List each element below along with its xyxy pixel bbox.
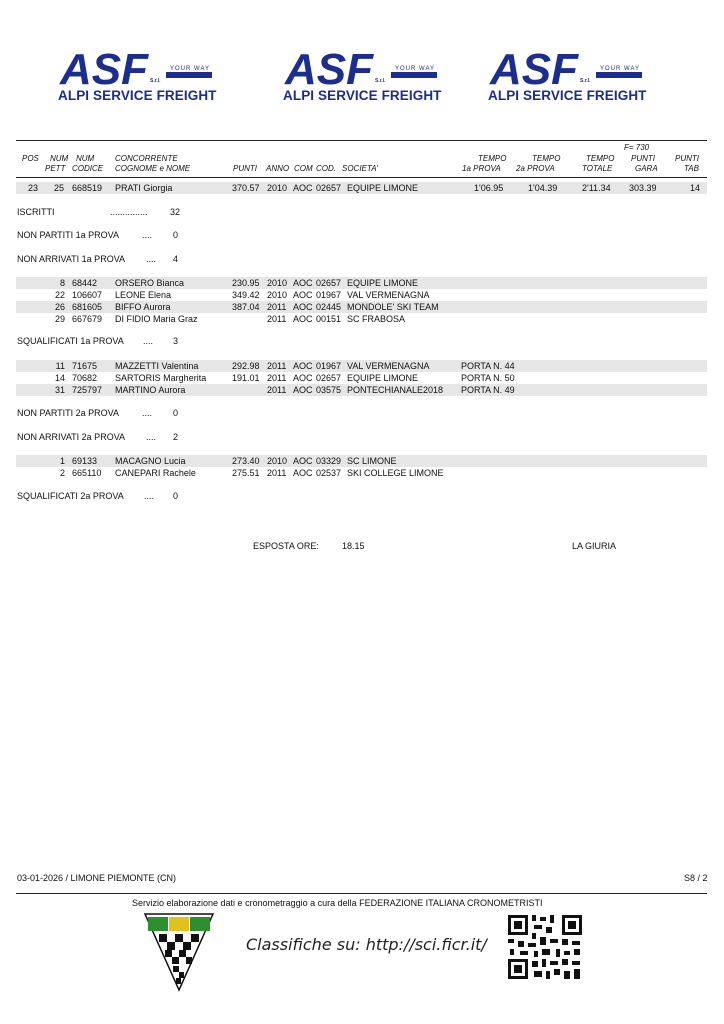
- cell-nome: LEONE Elena: [115, 290, 172, 300]
- srl: S.r.l.: [580, 78, 591, 84]
- cell-codice: 665110: [72, 468, 102, 478]
- na2-value: 2: [173, 432, 179, 442]
- result-com: AOC: [293, 183, 313, 193]
- cell-punti: 191.01: [232, 373, 260, 383]
- iscritti-value: 32: [170, 207, 181, 217]
- result-nome: PRATI Giorgia: [115, 183, 173, 193]
- header-rule-bottom: [16, 177, 707, 178]
- brand-name: ALPI SERVICE FREIGHT: [488, 88, 647, 103]
- cell-anno: 2011: [267, 385, 287, 395]
- cell-cod: 03329: [316, 456, 342, 466]
- result-pos: 23: [28, 183, 39, 193]
- footer-service: Servizio elaborazione dati e cronometraggio a cura della FEDERAZIONE ITALIANA CRONOMETRISTI: [132, 898, 543, 908]
- cell-societa: MONDOLE' SKI TEAM: [347, 302, 439, 312]
- ficr-logo-icon: [143, 912, 215, 992]
- cell-com: AOC: [293, 385, 313, 395]
- cell-anno: 2011: [267, 302, 287, 312]
- na1-label: NON ARRIVATI 1a PROVA: [17, 254, 126, 264]
- cell-cod: 01967: [316, 361, 342, 371]
- tagline: YOUR WAY: [600, 66, 641, 72]
- cell-anno: 2011: [267, 361, 287, 371]
- cell-cod: 02537: [316, 468, 342, 478]
- cell-codice: 667679: [72, 314, 103, 324]
- footer-rule: [16, 893, 707, 894]
- cell-punti: 230.95: [232, 278, 260, 288]
- asf-logo-1: [58, 44, 218, 104]
- asf-logo-2: [283, 44, 443, 104]
- footer-date-place: 03-01-2026 / LIMONE PIEMONTE (CN): [17, 873, 177, 883]
- col-num2: NUM: [76, 154, 95, 163]
- result-punti: 370.57: [232, 183, 260, 193]
- col-num: NUM: [50, 154, 69, 163]
- classifiche-link[interactable]: Classifiche su: http://sci.ficr.it/: [246, 935, 487, 954]
- col-punti-tab: PUNTI: [675, 154, 699, 163]
- np1-label: NON PARTITI 1a PROVA: [17, 230, 120, 240]
- f-value: F= 730: [624, 143, 650, 152]
- sq1-dots: ....: [143, 336, 154, 346]
- cell-anno: 2010: [267, 290, 288, 300]
- result-totale: 2'11.34: [582, 183, 611, 193]
- cell-porta: PORTA N. 49: [461, 385, 515, 395]
- cell-nome: MACAGNO Lucia: [115, 456, 186, 466]
- cell-codice: 106607: [72, 290, 103, 300]
- cell-com: AOC: [293, 314, 313, 324]
- cell-com: AOC: [293, 361, 313, 371]
- esposta-value: 18.15: [342, 541, 365, 551]
- cell-porta: PORTA N. 50: [461, 373, 515, 383]
- cell-societa: VAL VERMENAGNA: [347, 290, 430, 300]
- np2-value: 0: [173, 408, 179, 418]
- col-societa: SOCIETA': [342, 164, 379, 173]
- cell-porta: PORTA N. 44: [461, 361, 515, 371]
- col-codice: CODICE: [72, 164, 104, 173]
- col-tempo1: TEMPO: [478, 154, 507, 163]
- sq2-dots: ....: [144, 491, 155, 501]
- cell-anno: 2011: [267, 373, 287, 383]
- result-punti-tab: 14: [690, 183, 701, 193]
- result-prova1: 1'06.95: [474, 183, 504, 193]
- cell-pett: 14: [54, 373, 65, 383]
- cell-punti: 273.40: [232, 456, 260, 466]
- cell-anno: 2011: [267, 314, 287, 324]
- brand-name: ALPI SERVICE FREIGHT: [58, 88, 217, 103]
- cell-nome: BIFFO Aurora: [115, 302, 171, 312]
- np2-label: NON PARTITI 2a PROVA: [17, 408, 120, 418]
- cell-com: AOC: [293, 468, 313, 478]
- cell-pett: 29: [54, 314, 65, 324]
- cell-societa: SC LIMONE: [347, 456, 397, 466]
- cell-pett: 8: [59, 278, 65, 288]
- cell-com: AOC: [293, 290, 313, 300]
- esposta-label: ESPOSTA ORE:: [253, 541, 319, 551]
- result-prova2: 1'04.39: [528, 183, 558, 193]
- cell-societa: SKI COLLEGE LIMONE: [347, 468, 444, 478]
- cell-punti: 387.04: [232, 302, 260, 312]
- iscritti-label: ISCRITTI: [17, 207, 55, 217]
- cell-punti: 292.98: [232, 361, 260, 371]
- col-tempo2: TEMPO: [532, 154, 561, 163]
- col-totale: TOTALE: [582, 164, 613, 173]
- cell-cod: 03575: [316, 385, 342, 395]
- cell-cod: 02657: [316, 373, 342, 383]
- cell-codice: 69133: [72, 456, 98, 466]
- result-pett: 25: [54, 183, 65, 193]
- cell-codice: 681605: [72, 302, 103, 312]
- cell-nome: SARTORIS Margherita: [115, 373, 207, 383]
- result-codice: 668519: [72, 183, 103, 193]
- cell-pett: 22: [54, 290, 65, 300]
- cell-com: AOC: [293, 373, 313, 383]
- np1-dots: ....: [142, 230, 153, 240]
- cell-codice: 70682: [72, 373, 98, 383]
- np2-dots: ....: [142, 408, 153, 418]
- col-concorrente: CONCORRENTE: [115, 154, 178, 163]
- srl: S.r.l.: [150, 78, 161, 84]
- cell-pett: 2: [59, 468, 65, 478]
- col-cognome-nome: COGNOME e NOME: [115, 164, 191, 173]
- col-gara: GARA: [635, 164, 658, 173]
- col-punti-gara: PUNTI: [631, 154, 655, 163]
- cell-societa: VAL VERMENAGNA: [347, 361, 430, 371]
- result-anno: 2010: [267, 183, 288, 193]
- cell-cod: 01967: [316, 290, 342, 300]
- sq1-label: SQUALIFICATI 1a PROVA: [17, 336, 124, 346]
- cell-societa: SC FRABOSA: [347, 314, 406, 324]
- na1-value: 4: [173, 254, 179, 264]
- result-societa: EQUIPE LIMONE: [347, 183, 419, 193]
- cell-codice: 68442: [72, 278, 98, 288]
- cell-nome: DI FIDIO Maria Graz: [115, 314, 198, 324]
- cell-nome: CANEPARI Rachele: [115, 468, 196, 478]
- svg-text:ASF: ASF: [285, 45, 373, 88]
- cell-cod: 02445: [316, 302, 342, 312]
- na2-label: NON ARRIVATI 2a PROVA: [17, 432, 126, 442]
- cell-nome: MARTINO Aurora: [115, 385, 186, 395]
- cell-com: AOC: [293, 456, 313, 466]
- footer-page: S8 / 2: [684, 873, 708, 883]
- col-cod: COD.: [316, 164, 336, 173]
- svg-text:ASF: ASF: [60, 45, 148, 88]
- cell-anno: 2010: [267, 278, 288, 288]
- na1-dots: ....: [146, 254, 157, 264]
- cell-societa: EQUIPE LIMONE: [347, 373, 419, 383]
- cell-codice: 725797: [72, 385, 103, 395]
- col-prova2: 2a PROVA: [516, 164, 555, 173]
- cell-com: AOC: [293, 278, 313, 288]
- col-com: COM: [294, 164, 313, 173]
- cell-anno: 2010: [267, 456, 288, 466]
- na2-dots: ....: [146, 432, 157, 442]
- header-rule-top: [16, 140, 707, 141]
- col-pos: POS: [22, 154, 39, 163]
- srl: S.r.l.: [375, 78, 386, 84]
- np1-value: 0: [173, 230, 179, 240]
- cell-pett: 11: [55, 361, 65, 371]
- col-pett: PETT: [45, 164, 66, 173]
- sq1-value: 3: [173, 336, 179, 346]
- col-tab: TAB: [684, 164, 699, 173]
- col-punti: PUNTI: [233, 164, 257, 173]
- sq2-label: SQUALIFICATI 2a PROVA: [17, 491, 124, 501]
- cell-pett: 1: [59, 456, 65, 466]
- result-cod: 02657: [316, 183, 342, 193]
- cell-nome: ORSERO Bianca: [115, 278, 185, 288]
- cell-anno: 2011: [267, 468, 287, 478]
- sq2-value: 0: [173, 491, 179, 501]
- col-tempo3: TEMPO: [586, 154, 615, 163]
- col-prova1: 1a PROVA: [462, 164, 501, 173]
- cell-pett: 31: [54, 385, 65, 395]
- cell-com: AOC: [293, 302, 313, 312]
- cell-punti: 349.42: [232, 290, 260, 300]
- cell-punti: 275.51: [232, 468, 260, 478]
- tagline: YOUR WAY: [170, 66, 211, 72]
- asf-logo-3: [488, 44, 648, 104]
- brand-name: ALPI SERVICE FREIGHT: [283, 88, 442, 103]
- cell-nome: MAZZETTI Valentina: [115, 361, 199, 371]
- cell-cod: 00151: [316, 314, 342, 324]
- cell-cod: 02657: [316, 278, 342, 288]
- svg-text:ASF: ASF: [490, 45, 578, 88]
- qr-code-icon: [506, 913, 584, 981]
- cell-societa: PONTECHIANALE2018: [347, 385, 444, 395]
- col-anno: ANNO: [266, 164, 290, 173]
- giuria: LA GIURIA: [572, 541, 617, 551]
- iscritti-dots: ...............: [110, 207, 148, 217]
- cell-codice: 71675: [72, 361, 98, 371]
- result-punti-gara: 303.39: [629, 183, 657, 193]
- tagline: YOUR WAY: [395, 66, 436, 72]
- cell-pett: 26: [54, 302, 65, 312]
- cell-societa: EQUIPE LIMONE: [347, 278, 419, 288]
